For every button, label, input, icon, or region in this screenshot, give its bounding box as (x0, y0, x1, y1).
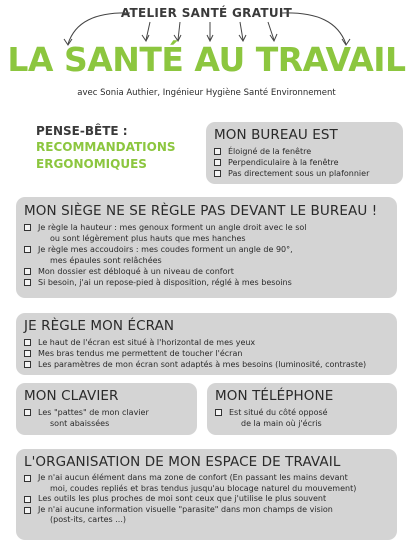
checkbox[interactable] (214, 159, 221, 166)
checkbox[interactable] (24, 507, 31, 514)
checklist-item: Le haut de l'écran est situé à l'horizontal de mes yeux (24, 337, 389, 348)
checklist-item: Les outils les plus proches de moi sont ceux que j'utilise le plus souvent (24, 494, 389, 505)
memo-title: RECOMMANDATIONS ERGONOMIQUES (36, 140, 176, 171)
checklist-item: Est situé du côté opposé de la main où j'écris (215, 407, 389, 429)
section-title: MON BUREAU EST (214, 127, 338, 143)
subtitle: avec Sonia Authier, Ingénieur Hygiène Santé Environnement (77, 88, 336, 98)
checklist-item: Mon dossier est débloqué à un niveau de confort (24, 266, 389, 277)
checklist-item: Je n'ai aucune information visuelle "parasite" dans mon champs de vision (post-its, cartes ...) (24, 505, 389, 526)
section-siege (16, 197, 397, 298)
checkbox[interactable] (24, 339, 31, 346)
checklist-item: Les paramètres de mon écran sont adaptés à mes besoins (luminosité, contraste) (24, 359, 389, 370)
checkbox[interactable] (24, 224, 31, 231)
main-title: LA SANTÉ AU TRAVAIL (7, 40, 406, 79)
section-bureau (206, 122, 403, 184)
section-title: JE RÈGLE MON ÉCRAN (24, 318, 175, 334)
checklist-item: Les "pattes" de mon clavier sont abaissées (24, 407, 189, 429)
checklist-item: Je règle la hauteur : mes genoux forment un angle droit avec le sol ou sont légèrement plus hauts que mes hanches (24, 222, 389, 244)
section-clavier (16, 383, 197, 435)
checklist-item: Pas directement sous un plafonnier (214, 168, 395, 179)
checkbox[interactable] (24, 475, 31, 482)
section-title: MON TÉLÉPHONE (215, 388, 334, 404)
checkbox[interactable] (24, 268, 31, 275)
checkbox[interactable] (24, 279, 31, 286)
section-telephone (207, 383, 397, 435)
section-title: L'ORGANISATION DE MON ESPACE DE TRAVAIL (24, 454, 341, 470)
checkbox[interactable] (214, 148, 221, 155)
checklist-item: Éloigné de la fenêtre (214, 146, 395, 157)
checkbox[interactable] (214, 170, 221, 177)
checkbox[interactable] (24, 409, 31, 416)
checklist-item: Si besoin, j'ai un repose-pied à disposition, réglé à mes besoins (24, 277, 389, 288)
section-ecran (16, 313, 397, 375)
workshop-label: ATELIER SANTÉ GRATUIT (120, 6, 293, 20)
checkbox[interactable] (24, 496, 31, 503)
checklist-item: Je n'ai aucun élément dans ma zone de confort (En passant les mains devant moi, coudes repliés et bras tendus jusqu'au blocage naturel du mouvement) (24, 473, 389, 494)
section-organisation (16, 449, 397, 540)
checklist-item: Je règle mes accoudoirs : mes coudes forment un angle de 90°, mes épaules sont relâchées (24, 244, 389, 266)
checkbox[interactable] (215, 409, 222, 416)
section-title: MON CLAVIER (24, 388, 119, 404)
checklist-item: Perpendiculaire à la fenêtre (214, 157, 395, 168)
memo-label: PENSE-BÊTE : (36, 124, 128, 138)
checkbox[interactable] (24, 350, 31, 357)
checkbox[interactable] (24, 361, 31, 368)
checkbox[interactable] (24, 246, 31, 253)
checklist-item: Mes bras tendus me permettent de toucher l'écran (24, 348, 389, 359)
section-title: MON SIÈGE NE SE RÈGLE PAS DEVANT LE BUREAU ! (24, 203, 378, 219)
